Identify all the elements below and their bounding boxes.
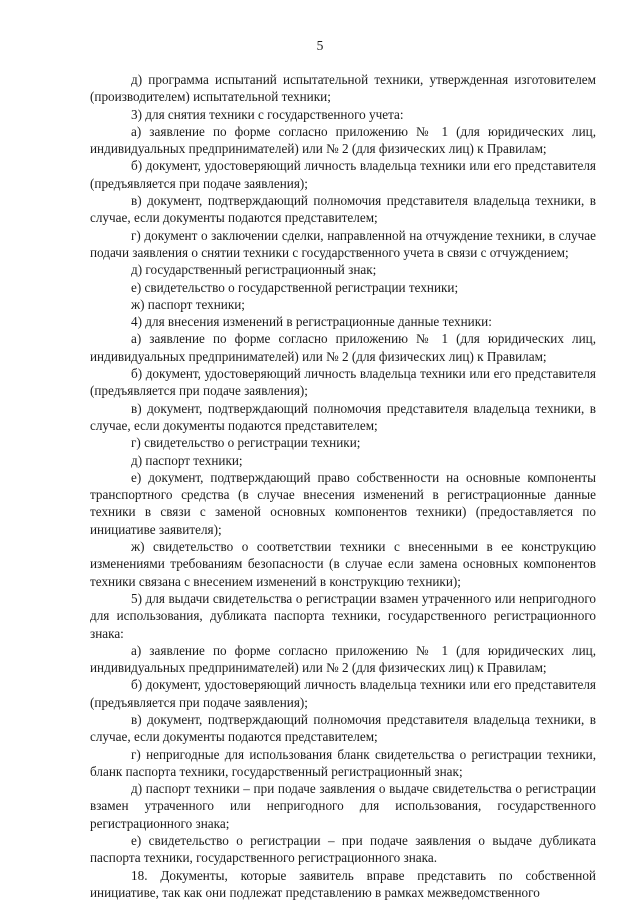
paragraph: г) документ о заключении сделки, направленной на отчуждение техники, в случае подачи заявления о снятии техники с государственного учета в связи с отчуждением; [90,227,596,260]
paragraph: а) заявление по форме согласно приложению № 1 (для юридических лиц, индивидуальных предпринимателей) или № 2 (для физических лиц) к Правилам; [90,331,596,364]
page-number: 5 [316,38,324,53]
paragraph: а) заявление по форме согласно приложению № 1 (для юридических лиц, индивидуальных предпринимателей) или № 2 (для физических лиц) к Правилам; [90,123,596,157]
paragraph: 5) для выдачи свидетельства о регистрации взамен утраченного или непригодного для использования, дубликата паспорта техники, государственного регистрационного знака: [90,590,596,641]
paragraph: е) свидетельство о государственной регистрации техники; [131,279,459,295]
paragraph: д) программа испытаний испытательной техники, утвержденная изготовителем (производителем) испытательной техники; [90,72,596,105]
paragraph: в) документ, подтверждающий полномочия представителя владельца техники, в случае, если документы подаются представителем; [90,193,596,226]
paragraph: 3) для снятия техники с государственного учета: [131,106,404,122]
paragraph: е) документ, подтверждающий право собственности на основные компоненты транспортного средства (в случае внесения изменений в регистрационные данные техники в связи с заменой основных компонентов техники) (предоставляется по инициативе заявителя); [90,469,596,537]
document-body [90,71,596,901]
paragraph: ж) свидетельство о соответствии техники с внесенными в ее конструкцию изменениями требованиям безопасности (в случае если замена основных компонентов техники связана с внесением изменений в конструкцию техники); [90,539,596,589]
paragraph: ж) паспорт техники; [131,296,245,312]
paragraph: б) документ, удостоверяющий личность владельца техники или его представителя (предъявляется при подаче заявления); [90,677,596,710]
paragraph: г) свидетельство о регистрации техники; [131,435,361,451]
paragraph: б) документ, удостоверяющий личность владельца техники или его представителя (предъявляется при подаче заявления); [90,366,596,399]
paragraph: д) паспорт техники; [131,452,243,468]
paragraph: д) паспорт техники – при подаче заявления о выдаче свидетельства о регистрации взамен утраченного или непригодного для использования, государственного регистрационного знака; [90,781,596,831]
paragraph: 4) для внесения изменений в регистрационные данные техники: [131,314,492,330]
paragraph: 18. Документы, которые заявитель вправе представить по собственной инициативе, так как они подлежат представлению в рамках межведомственного [90,867,596,900]
paragraph: е) свидетельство о регистрации – при подаче заявления о выдаче дубликата паспорта техники, государственного регистрационного знака. [90,833,596,866]
paragraph: г) непригодные для использования бланк свидетельства о регистрации техники, бланк паспорта техники, государственный регистрационный знак; [90,746,596,779]
paragraph: д) государственный регистрационный знак; [131,262,377,278]
paragraph: в) документ, подтверждающий полномочия представителя владельца техники, в случае, если документы подаются представителем; [90,711,596,745]
paragraph: б) документ, удостоверяющий личность владельца техники или его представителя (предъявляется при подаче заявления); [90,158,596,191]
paragraph: а) заявление по форме согласно приложению № 1 (для юридических лиц, индивидуальных предпринимателей) или № 2 (для физических лиц) к Правилам; [90,642,596,676]
paragraph: в) документ, подтверждающий полномочия представителя владельца техники, в случае, если документы подаются представителем; [90,400,596,433]
